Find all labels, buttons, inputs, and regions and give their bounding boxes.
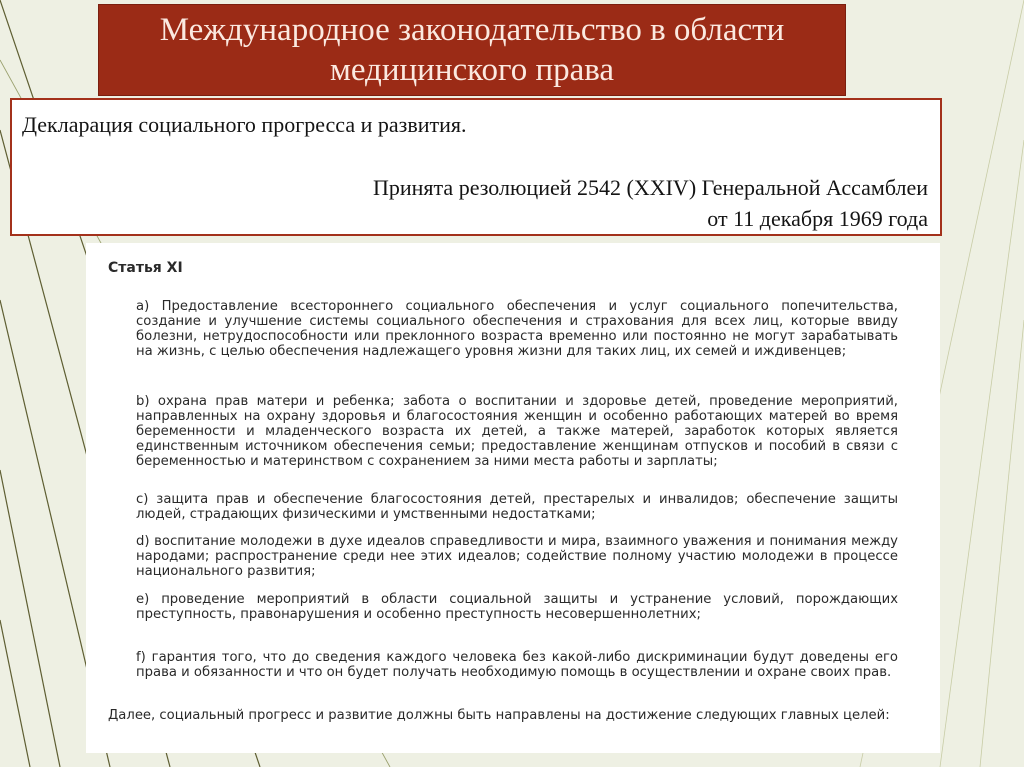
article-item-d: d) воспитание молодежи в духе идеалов справедливости и мира, взаимного уважения и понимания между народами; распространение среди нее этих идеалов; содействие полному участию молодежи в процессе национального развития; xyxy=(136,534,898,579)
article-item-a: а) Предоставление всестороннего социального обеспечения и услуг социального попечительства, создание и улучшение системы социального обеспечения и страхования для всех лиц, которые ввиду болезни, нетрудоспособности или преклонного возраста временно или постоянно не могут зарабатывать на жизнь, с целью обеспечения надлежащего уровня жизни для таких лиц, их семей и иждивенцев; xyxy=(136,299,898,359)
declaration-adoption-info xyxy=(373,172,928,234)
slide-title-bar xyxy=(98,4,846,96)
article-item-f: f) гарантия того, что до сведения каждого человека без какой-либо дискриминации будут доведены его права и обязанности и что он будет получать необходимую помощь в осуществлении и охране своих прав. xyxy=(136,650,898,680)
adoption-line-2: от 11 декабря 1969 года xyxy=(707,206,928,231)
article-item-c: c) защита прав и обеспечение благосостояния детей, престарелых и инвалидов; обеспечение защиты людей, страдающих физическими и умственными недостатками; xyxy=(136,492,898,522)
article-item-e: e) проведение мероприятий в области социальной защиты и устранение условий, порождающих преступность, правонарушения и особенно преступность несовершеннолетних; xyxy=(136,592,898,622)
declaration-box xyxy=(10,98,942,236)
article-document xyxy=(86,243,940,753)
declaration-title: Декларация социального прогресса и развития. xyxy=(22,112,467,137)
article-item-b: b) охрана прав матери и ребенка; забота о воспитании и здоровье детей, проведение мероприятий, направленных на охрану здоровья и благосостояния женщин и особенно работающих матерей во время беременности и младенческого возраста их детей, а также матерей, заработок которых является единственным источником обеспечения семьи; предоставление женщинам отпусков и пособий в связи с беременностью и материнством с сохранением за ними места работы и зарплаты; xyxy=(136,394,898,469)
article-heading: Статья XI xyxy=(108,260,183,276)
slide-title-line-2: медицинского права xyxy=(329,52,615,88)
adoption-line-1: Принята резолюцией 2542 (XXIV) Генеральной Ассамблеи xyxy=(373,175,928,200)
article-closing: Далее, социальный прогресс и развитие должны быть направлены на достижение следующих главных целей: xyxy=(108,708,890,723)
slide-title-line-1: Международное законодательство в области xyxy=(159,12,785,48)
